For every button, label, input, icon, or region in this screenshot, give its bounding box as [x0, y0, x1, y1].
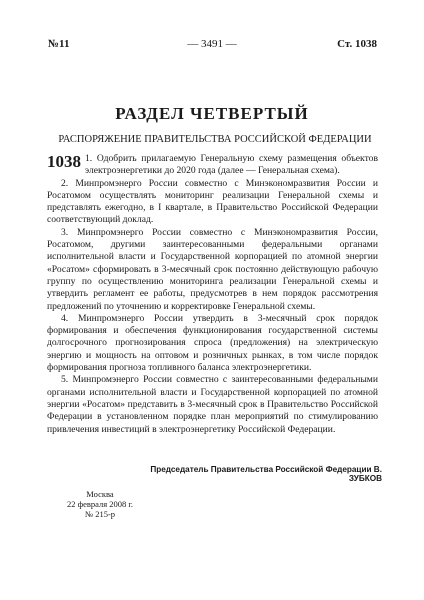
signature-line: Председатель Правительства Российской Федерации В. ЗУБКОВ: [150, 465, 382, 483]
article-number: 1038: [47, 152, 81, 171]
issue-number: №11: [48, 38, 70, 50]
paragraph-1: 1. Одобрить прилагаемую Генеральную схему размещения объектов электроэнергетики до 2020 года (далее — Генеральная схема).: [85, 153, 378, 177]
order-number: № 215-р: [84, 509, 116, 519]
paragraph-4: 4. Минпромэнерго России утвердить в 3-месячный срок порядок формирования и обеспечения функционирования государственной системы долгосрочного прогнозирования спроса (предложения) на электрическую энергию и мощность на оптовом и розничных рынках, в том числе порядок формирования прогноза топливного баланса электроэнергетики.: [47, 312, 378, 374]
page-number: — 3491 —: [187, 38, 237, 50]
place-date: 22 февраля 2008 г.: [66, 499, 134, 509]
paragraph-3: 3. Минпромэнерго России совместно с Минэкономразвития России, Росатомом, другими заинтересованными федеральными органами исполнительной власти и Государственной корпорацией по атомной энергии «Росатом» сформировать в 3-месячный срок постоянно действующую рабочую группу по осуществлению мониторинга реализации Генеральной схемы и утвердить регламент ее работы, предусмотрев в нем порядок рассмотрения предложений по уточнению и корректировке Генеральной схемы.: [47, 226, 378, 312]
section-title: РАЗДЕЛ ЧЕТВЕРТЫЙ: [115, 104, 309, 123]
paragraph-2: 2. Минпромэнерго России совместно с Минэкономразвития России и Росатомом осуществлять мониторинг реализации Генеральной схемы и представлять ежегодно, в I квартале, в Правительство Российской Федерации соответствующий доклад.: [47, 177, 378, 226]
article-reference: Ст. 1038: [337, 38, 377, 50]
place-city: Москва: [86, 489, 114, 499]
document-body: [47, 153, 378, 436]
paragraph-5: 5. Минпромэнерго России совместно с заинтересованными федеральными органами исполнительной власти и Государственной корпорацией по атомной энергии «Росатом» представить в 3-месячный срок в Правительство Российской Федерации в установленном порядке план мероприятий по стимулированию привлечения инвестиций в электроэнергетику Российской Федерации.: [47, 374, 378, 435]
order-title: РАСПОРЯЖЕНИЕ ПРАВИТЕЛЬСТВА РОССИЙСКОЙ ФЕДЕРАЦИИ: [58, 134, 372, 145]
